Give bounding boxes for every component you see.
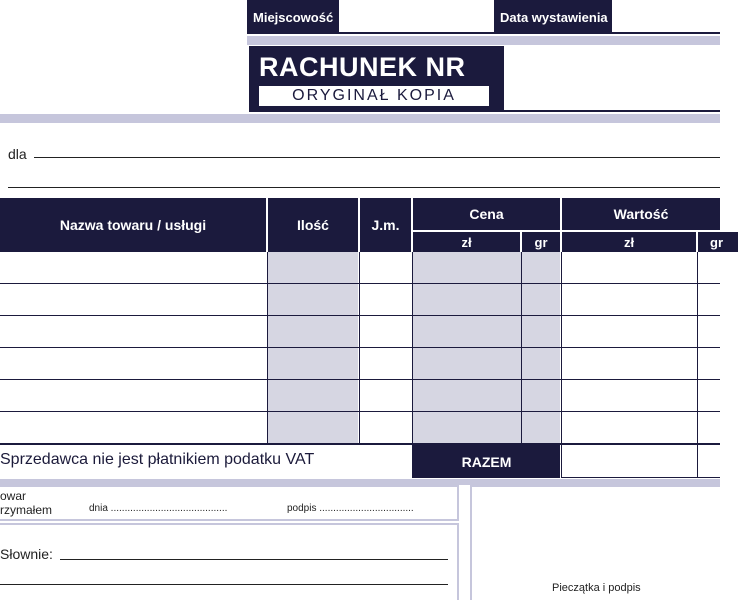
col-header-cena-gr: gr [522, 232, 560, 252]
table-row[interactable] [0, 315, 720, 316]
dnia-field[interactable]: dnia .......................................... [89, 503, 228, 514]
col-divider [267, 252, 268, 444]
title-box [249, 46, 504, 112]
razem-bottom-line [561, 477, 720, 478]
table-row[interactable] [0, 283, 720, 284]
ilosc-column-fill [268, 252, 358, 444]
col-divider [521, 252, 522, 444]
miejscowosc-field[interactable] [339, 0, 494, 34]
slownie-box [0, 523, 459, 600]
page-subtitle: ORYGINAŁ KOPIA [259, 86, 489, 106]
col-header-wartosc-gr: gr [698, 232, 738, 252]
razem-label: RAZEM [413, 445, 560, 478]
slownie-line-2[interactable] [0, 584, 448, 585]
col-header-jm: J.m. [360, 198, 411, 252]
dla-label: dla [8, 146, 27, 162]
table-row[interactable] [0, 411, 720, 412]
towar-label-line2: rzymałem [0, 503, 53, 517]
podpis-field[interactable]: podpis .................................. [287, 503, 414, 514]
table-row[interactable] [0, 347, 720, 348]
dla-line-2[interactable] [8, 187, 720, 188]
col-divider [561, 252, 562, 478]
miejscowosc-label: Miejscowość [247, 0, 339, 34]
slownie-label: Słownie: [0, 546, 53, 562]
col-header-wartosc-zl: zł [562, 232, 696, 252]
pieczatka-label: Pieczątka i podpis [552, 582, 641, 594]
number-field[interactable] [504, 46, 720, 112]
towar-label-line1: owar [0, 489, 27, 503]
col-header-cena-zl: zł [413, 232, 520, 252]
dla-band-top [0, 114, 720, 123]
page-title: RACHUNEK NR [259, 52, 466, 82]
col-divider [359, 252, 360, 444]
cena-column-fill [413, 252, 560, 444]
col-header-ilosc: Ilość [268, 198, 358, 252]
data-wystawienia-field[interactable] [612, 0, 720, 34]
header-band [247, 36, 720, 45]
col-header-cena: Cena [413, 198, 560, 230]
col-header-wartosc: Wartość [562, 198, 720, 230]
vat-note: Sprzedawca nie jest płatnikiem podatku VAT [0, 451, 315, 468]
col-header-nazwa: Nazwa towaru / usługi [0, 198, 266, 252]
col-divider [697, 252, 698, 478]
slownie-line-1[interactable] [60, 559, 448, 560]
dla-line-1[interactable] [34, 157, 720, 158]
table-row[interactable] [0, 443, 720, 445]
data-wystawienia-label: Data wystawienia [494, 0, 612, 34]
table-row[interactable] [0, 379, 720, 380]
